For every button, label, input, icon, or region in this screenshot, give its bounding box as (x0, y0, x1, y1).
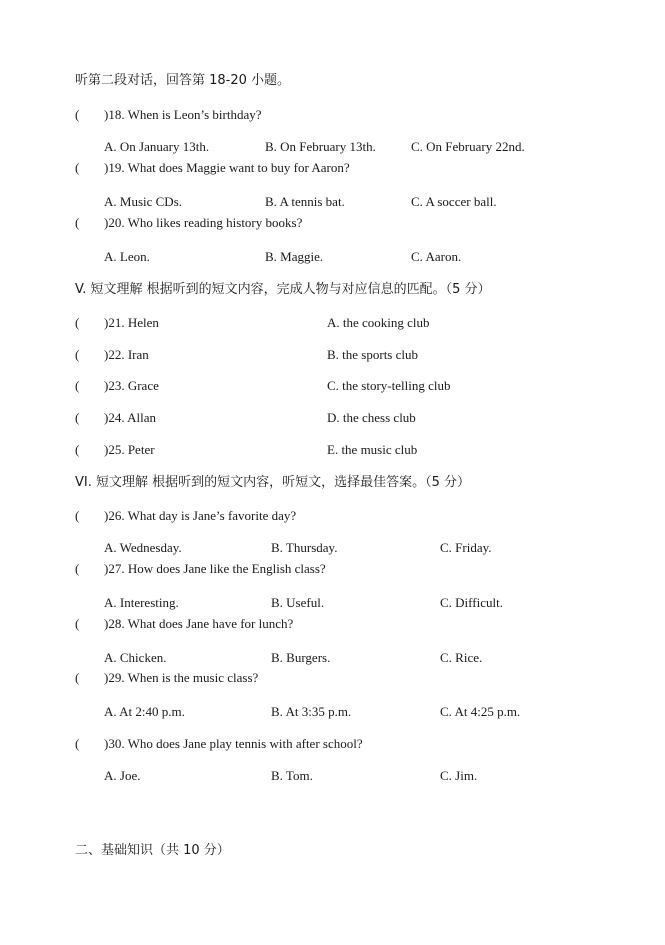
q20-option-b: B. Maggie. (265, 249, 324, 264)
question-20: )20. Who likes reading history books? (104, 215, 303, 230)
match-option-b: B. the sports club (327, 347, 418, 362)
q18-option-c: C. On February 22nd. (411, 139, 525, 154)
match-24-person: )24. Allan (104, 410, 156, 425)
q30-option-b: B. Tom. (271, 768, 313, 783)
q28-option-a: A. Chicken. (104, 650, 167, 665)
match-option-c: C. the story-telling club (327, 378, 451, 393)
part2-intro: 听第二段对话，回答第 18-20 小题。 (75, 73, 291, 88)
q27-option-b: B. Useful. (271, 595, 325, 610)
section-5-title: V. 短文理解 根据听到的短文内容，完成人物与对应信息的匹配。（5 分） (75, 282, 491, 297)
match-option-d: D. the chess club (327, 410, 416, 425)
answer-paren: ( (75, 160, 80, 175)
q20-option-c: C. Aaron. (411, 249, 462, 264)
answer-paren: ( (75, 616, 80, 631)
answer-paren: ( (75, 736, 80, 751)
q28-option-c: C. Rice. (440, 650, 483, 665)
q26-option-a: A. Wednesday. (104, 540, 182, 555)
q29-option-c: C. At 4:25 p.m. (440, 704, 521, 719)
answer-paren: ( (75, 315, 80, 330)
q19-option-a: A. Music CDs. (104, 194, 183, 209)
q26-option-c: C. Friday. (440, 540, 492, 555)
match-option-a: A. the cooking club (327, 315, 430, 330)
match-21-person: )21. Helen (104, 315, 159, 330)
question-30: )30. Who does Jane play tennis with after school? (104, 736, 363, 751)
answer-paren: ( (75, 508, 80, 523)
match-23-person: )23. Grace (104, 378, 159, 393)
question-29: )29. When is the music class? (104, 670, 259, 685)
q27-option-c: C. Difficult. (440, 595, 503, 610)
question-27: )27. How does Jane like the English class? (104, 561, 326, 576)
q30-option-a: A. Joe. (104, 768, 141, 783)
match-option-e: E. the music club (327, 442, 418, 457)
q20-option-a: A. Leon. (104, 249, 150, 264)
q19-option-c: C. A soccer ball. (411, 194, 497, 209)
answer-paren: ( (75, 215, 80, 230)
question-18: )18. When is Leon’s birthday? (104, 107, 262, 122)
answer-paren: ( (75, 561, 80, 576)
section-6-title: VI. 短文理解 根据听到的短文内容，听短文，选择最佳答案。（5 分） (75, 475, 471, 490)
q28-option-b: B. Burgers. (271, 650, 331, 665)
question-26: )26. What day is Jane’s favorite day? (104, 508, 297, 523)
answer-paren: ( (75, 442, 80, 457)
answer-paren: ( (75, 670, 80, 685)
q29-option-a: A. At 2:40 p.m. (104, 704, 185, 719)
q18-option-a: A. On January 13th. (104, 139, 210, 154)
q26-option-b: B. Thursday. (271, 540, 338, 555)
q27-option-a: A. Interesting. (104, 595, 179, 610)
answer-paren: ( (75, 410, 80, 425)
question-19: )19. What does Maggie want to buy for Aaron? (104, 160, 350, 175)
question-28: )28. What does Jane have for lunch? (104, 616, 294, 631)
q29-option-b: B. At 3:35 p.m. (271, 704, 352, 719)
match-22-person: )22. Iran (104, 347, 149, 362)
q19-option-b: B. A tennis bat. (265, 194, 345, 209)
match-25-person: )25. Peter (104, 442, 155, 457)
q18-option-b: B. On February 13th. (265, 139, 376, 154)
answer-paren: ( (75, 378, 80, 393)
answer-paren: ( (75, 107, 80, 122)
answer-paren: ( (75, 347, 80, 362)
part-two-title: 二、基础知识（共 10 分） (75, 843, 230, 858)
q30-option-c: C. Jim. (440, 768, 478, 783)
